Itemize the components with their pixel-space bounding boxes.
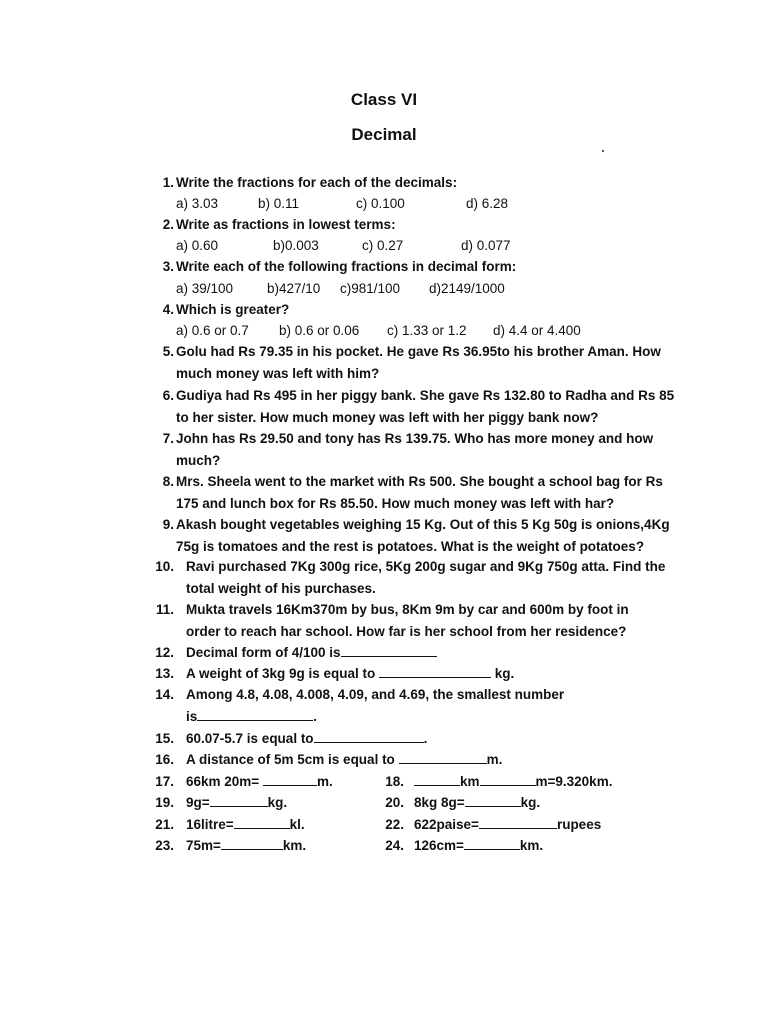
- question-text: 60.07-5.7 is equal to: [186, 731, 314, 746]
- question-text-line-1: Golu had Rs 79.35 in his pocket. He gave Rs 36.95to his brother Aman. How: [176, 344, 661, 359]
- question-text: Write the fractions for each of the decimals:: [176, 175, 458, 190]
- option-b: b)0.003: [273, 238, 319, 253]
- question-unit: kl.: [289, 817, 305, 832]
- question-text-line-2: much money was left with him?: [176, 366, 380, 381]
- option-d: d) 4.4 or 4.400: [493, 323, 581, 338]
- option-b: b) 0.6 or 0.06: [279, 323, 360, 338]
- answer-blank: [464, 837, 520, 850]
- question-text: Decimal form of 4/100 is: [186, 645, 341, 660]
- question-text: Write as fractions in lowest terms:: [176, 217, 396, 232]
- question-text: 8kg 8g=: [414, 795, 465, 810]
- question-number: 15.: [155, 731, 174, 746]
- question-end: .: [313, 709, 318, 724]
- answer-blank: [314, 730, 424, 743]
- question-number: 20.: [385, 795, 404, 810]
- question-number: 17.: [155, 774, 174, 789]
- answer-blank: [341, 644, 437, 657]
- question-text-line-2: total weight of his purchases.: [186, 581, 376, 596]
- question-number: 24.: [385, 838, 404, 853]
- question-text-line-1: Mrs. Sheela went to the market with Rs 500. She bought a school bag for Rs: [176, 474, 663, 489]
- question-unit: km.: [519, 838, 544, 853]
- answer-blank: [465, 794, 521, 807]
- answer-blank: [263, 773, 317, 786]
- question-number: 8.: [162, 474, 174, 489]
- stray-dot: [602, 150, 604, 152]
- question-number: 3.: [162, 259, 174, 274]
- question-text-line-1: Ravi purchased 7Kg 300g rice, 5Kg 200g sugar and 9Kg 750g atta. Find the: [186, 559, 666, 574]
- question-text-line-1: John has Rs 29.50 and tony has Rs 139.75. Who has more money and how: [176, 431, 654, 446]
- question-number: 9.: [162, 517, 174, 532]
- question-text-line-2: 75g is tomatoes and the rest is potatoes. What is the weight of potatoes?: [176, 539, 645, 554]
- question-number: 13.: [155, 666, 174, 681]
- question-text-line-1: Mukta travels 16Km370m by bus, 8Km 9m by car and 600m by foot in: [186, 602, 629, 617]
- answer-blank: [234, 816, 290, 829]
- question-unit: kg.: [491, 666, 515, 681]
- question-text: Which is greater?: [176, 302, 290, 317]
- answer-blank: [197, 708, 313, 721]
- answer-blank-m: [480, 773, 536, 786]
- question-number: 14.: [155, 687, 174, 702]
- question-number: 4.: [162, 302, 174, 317]
- question-text: A distance of 5m 5cm is equal to: [186, 752, 399, 767]
- question-number: 2.: [162, 217, 174, 232]
- question-number: 19.: [155, 795, 174, 810]
- question-text: 75m=: [186, 838, 221, 853]
- question-number: 7.: [162, 431, 174, 446]
- option-a: a) 0.6 or 0.7: [176, 323, 249, 338]
- option-c: c) 0.100: [356, 196, 405, 211]
- question-number: 5.: [162, 344, 174, 359]
- question-text: 9g=: [186, 795, 210, 810]
- question-number: 6.: [162, 388, 174, 403]
- question-number: 12.: [155, 645, 174, 660]
- question-number: 11.: [155, 602, 174, 617]
- question-number: 22.: [385, 817, 404, 832]
- answer-blank: [379, 665, 491, 678]
- question-text-line-2: order to reach har school. How far is her school from her residence?: [186, 624, 627, 639]
- question-end: .: [423, 731, 428, 746]
- question-text: 66km 20m=: [186, 774, 263, 789]
- question-unit: km.: [282, 838, 307, 853]
- question-text: 16litre=: [186, 817, 234, 832]
- question-text-line-2: is: [186, 709, 198, 724]
- question-number: 23.: [155, 838, 174, 853]
- option-d: d)2149/1000: [429, 281, 505, 296]
- question-text: 126cm=: [414, 838, 464, 853]
- option-c: c) 1.33 or 1.2: [387, 323, 467, 338]
- question-unit: kg.: [520, 795, 541, 810]
- question-number: 1.: [162, 175, 174, 190]
- question-text: Write each of the following fractions in decimal form:: [176, 259, 517, 274]
- option-c: c) 0.27: [362, 238, 404, 253]
- answer-blank: [221, 837, 283, 850]
- question-text-line-2: much?: [176, 453, 221, 468]
- option-b: b)427/10: [267, 281, 321, 296]
- answer-blank: [210, 794, 268, 807]
- answer-blank: [479, 816, 557, 829]
- question-text-line-1: Akash bought vegetables weighing 15 Kg. Out of this 5 Kg 50g is onions,4Kg: [176, 517, 670, 532]
- class-title: Class VI: [350, 90, 418, 109]
- question-number: 18.: [385, 774, 404, 789]
- option-c: c)981/100: [340, 281, 401, 296]
- question-text-line-1: Gudiya had Rs 495 in her piggy bank. She gave Rs 132.80 to Radha and Rs 85: [176, 388, 675, 403]
- question-unit: rupees: [556, 817, 602, 832]
- answer-blank-km: [414, 773, 460, 786]
- question-number: 10.: [155, 559, 174, 574]
- option-b: b) 0.11: [258, 196, 300, 211]
- topic-title: Decimal: [351, 125, 417, 144]
- question-number: 16.: [155, 752, 174, 767]
- question-number: 21.: [155, 817, 174, 832]
- option-a: a) 0.60: [176, 238, 219, 253]
- option-d: d) 0.077: [461, 238, 511, 253]
- question-text-line-2: 175 and lunch box for Rs 85.50. How much money was left with har?: [176, 496, 615, 511]
- question-text: 622paise=: [414, 817, 479, 832]
- question-unit: m.: [486, 752, 503, 767]
- question-text-line-2: to her sister. How much money was left with her piggy bank now?: [176, 410, 599, 425]
- question-unit: m.: [316, 774, 333, 789]
- answer-blank: [399, 751, 487, 764]
- option-a: a) 3.03: [176, 196, 219, 211]
- question-unit-km: km: [460, 774, 480, 789]
- question-unit-m: m=9.320km.: [535, 774, 613, 789]
- question-text: A weight of 3kg 9g is equal to: [186, 666, 380, 681]
- option-d: d) 6.28: [466, 196, 509, 211]
- question-unit: kg.: [267, 795, 288, 810]
- option-a: a) 39/100: [176, 281, 234, 296]
- question-text-line-1: Among 4.8, 4.08, 4.008, 4.09, and 4.69, the smallest number: [186, 687, 565, 702]
